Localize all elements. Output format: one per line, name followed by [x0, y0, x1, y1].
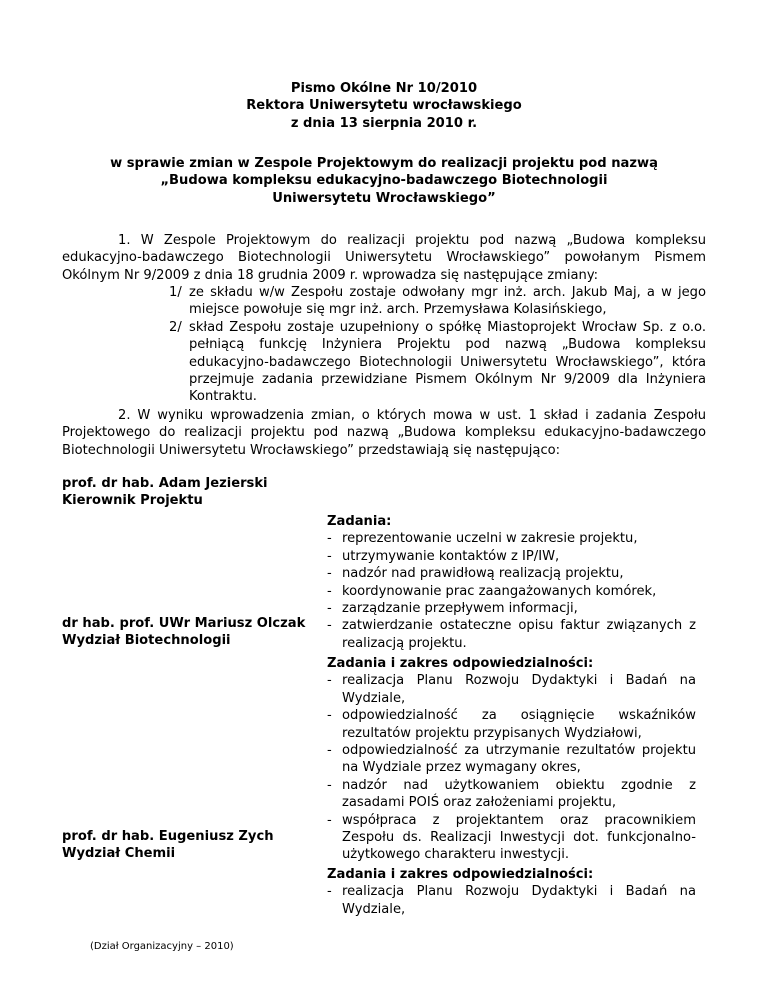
member-name: dr hab. prof. UWr Mariusz Olczak [62, 616, 306, 631]
task-item: - nadzór nad prawidłową realizacją projektu, [327, 565, 696, 582]
task-item: - współpraca z projektantem oraz pracownikiem Zespołu ds. Realizacji Inwestycji dot. funkcjonalno-użytkowego charakteru inwestycji. [327, 812, 696, 864]
member-role: Wydział Biotechnologii [62, 633, 231, 649]
tasks-heading: Zadania i zakres odpowiedzialności: [327, 656, 594, 671]
tasks-heading: Zadania: [327, 514, 392, 529]
title-line-1: Pismo Okólne Nr 10/2010 [290, 81, 478, 96]
member-name: prof. dr hab. Eugeniusz Zych [62, 829, 274, 844]
document-title [0, 80, 768, 132]
tasks-list [327, 883, 696, 918]
member-role: Wydział Chemii [62, 846, 176, 862]
task-item: - realizacja Planu Rozwoju Dydaktyki i Badań na Wydziale, [327, 672, 696, 707]
task-item: - utrzymywanie kontaktów z IP/IW, [327, 548, 696, 565]
member-role: Kierownik Projektu [62, 493, 203, 509]
document-subject [0, 155, 768, 207]
task-item: - odpowiedzialność za utrzymanie rezultatów projektu na Wydziale przez wymagany okres, [327, 742, 696, 777]
section-2-paragraph: 2. W wyniku wprowadzenia zmian, o których mowa w ust. 1 skład i zadania Zespołu Projektowego do realizacji projektu pod nazwą „Budowa kompleksu edukacyjno-badawczego Biotechnologii Uniwersytetu Wrocławskiego” przedstawiają się następująco: [62, 408, 706, 458]
footer-note: (Dział Organizacyjny – 2010) [90, 941, 234, 952]
member-1-tasks [327, 513, 696, 652]
title-line-2: Rektora Uniwersytetu wrocławskiego [246, 98, 522, 114]
member-2-header [62, 615, 342, 650]
tasks-list [327, 672, 696, 863]
task-item: - realizacja Planu Rozwoju Dydaktyki i Badań na Wydziale, [327, 883, 696, 918]
task-item: - zarządzanie przepływem informacji, [327, 600, 696, 617]
list-item [170, 284, 706, 319]
task-item: - reprezentowanie uczelni w zakresie projektu, [327, 530, 696, 547]
member-name: prof. dr hab. Adam Jezierski [62, 476, 268, 491]
task-item: - nadzór nad użytkowaniem obiektu zgodnie z zasadami POIŚ oraz założeniami projektu, [327, 777, 696, 812]
section-1-list [170, 284, 706, 406]
list-item [170, 319, 706, 406]
list-item-text: ze składu w/w Zespołu zostaje odwołany mgr inż. arch. Jakub Maj, a w jego miejsce powołuje się mgr inż. arch. Przemysława Kolasińskiego, [189, 285, 706, 318]
tasks-list [327, 530, 696, 652]
subject-line-2: „Budowa kompleksu edukacyjno-badawczego Biotechnologii [160, 173, 608, 189]
member-2-tasks [327, 655, 696, 864]
subject-line-3: Uniwersytetu Wrocławskiego” [272, 190, 496, 206]
member-1-header [62, 475, 342, 510]
member-3-tasks [327, 866, 696, 918]
section-1-paragraph: 1. W Zespole Projektowym do realizacji projektu pod nazwą „Budowa kompleksu edukacyjno-badawczego Biotechnologii Uniwersytetu Wrocławskiego” powołanym Pismem Okólnym Nr 9/2009 z dnia 18 grudnia 2009 r. wprowadza się następujące zmiany: [62, 233, 706, 283]
subject-line-1: w sprawie zmian w Zespole Projektowym do realizacji projektu pod nazwą [110, 156, 658, 171]
task-item: - zatwierdzanie ostateczne opisu faktur związanych z realizacją projektu. [327, 617, 696, 652]
task-item: - koordynowanie prac zaangażowanych komórek, [327, 583, 696, 600]
tasks-heading: Zadania i zakres odpowiedzialności: [327, 867, 594, 882]
task-item: - odpowiedzialność za osiągnięcie wskaźników rezultatów projektu przypisanych Wydziałowi, [327, 707, 696, 742]
member-3-header [62, 828, 342, 863]
title-line-3: z dnia 13 sierpnia 2010 r. [290, 115, 478, 131]
list-item-number: 1/ [169, 285, 182, 300]
list-item-number: 2/ [169, 319, 182, 335]
list-item-text: skład Zespołu zostaje uzupełniony o spółkę Miastoprojekt Wrocław Sp. z o.o. pełniącą funkcję Inżyniera Projektu pod nazwą „Budowa kompleksu edukacyjno-badawczego Biotechnologii Uniwersytetu Wrocławskiego”, która przejmuje zadania przewidziane Pismem Okólnym Nr 9/2009 dla Inżyniera Kontraktu. [189, 319, 706, 405]
